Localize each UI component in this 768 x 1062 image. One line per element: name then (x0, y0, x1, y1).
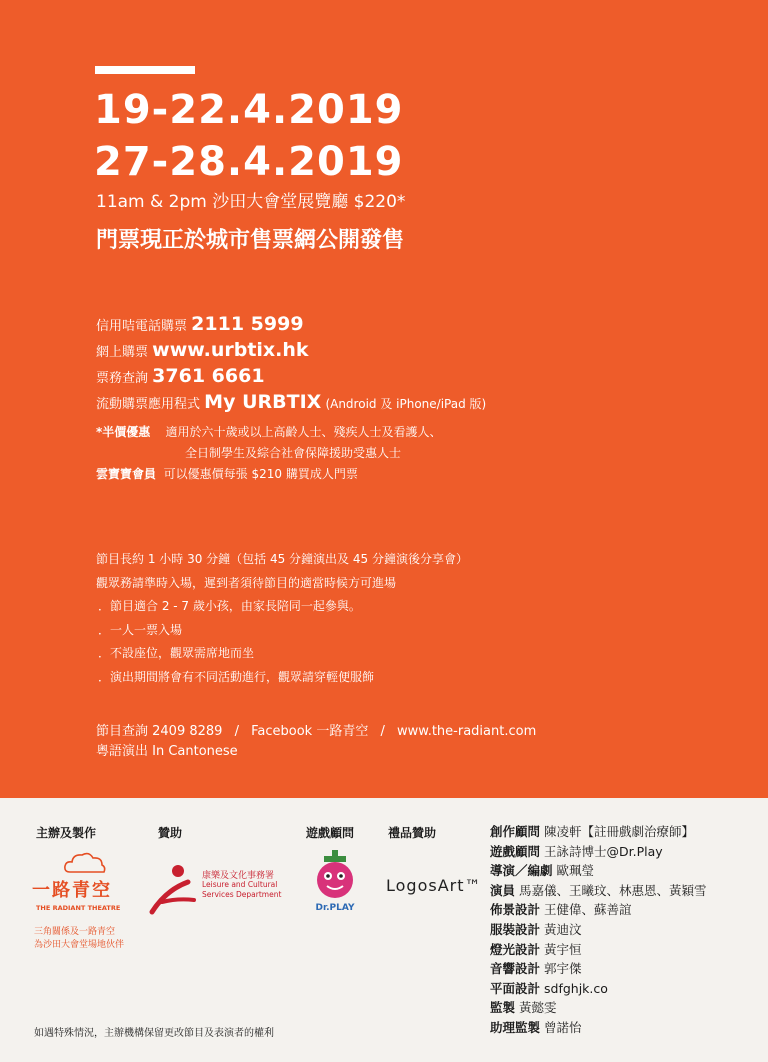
concession-label: *半價優惠 (96, 425, 151, 439)
credit-role: 佈景設計 (490, 902, 541, 918)
credit-name: 馬嘉儀、王曦玟、林惠恩、黃穎雪 (519, 882, 707, 898)
credit-name: 郭宇傑 (544, 961, 582, 977)
website-link[interactable]: www.the-radiant.com (397, 724, 537, 739)
venue-partner-line-2: 為沙田大會堂場地伙伴 (34, 940, 125, 950)
credit-name: 黃宇恒 (544, 941, 582, 957)
credit-role: 監製 (490, 1000, 516, 1016)
credit-role: 燈光設計 (490, 941, 541, 957)
mobile-app-label: 流動購票應用程式 (96, 397, 201, 412)
game-consultant-heading: 遊戲顧問 (306, 826, 355, 840)
drplay-mascot-icon (306, 846, 364, 922)
credit-name: 歐珮瑩 (556, 863, 595, 879)
note-item: ．不設座位，觀眾需席地而坐 (98, 646, 255, 660)
venue-partner-note (34, 926, 124, 952)
credit-role: 遊戲顧問 (490, 843, 541, 859)
cloud-icon (62, 850, 108, 876)
online-booking (96, 340, 309, 363)
concession-block (96, 422, 442, 485)
credit-role: 音響設計 (490, 961, 541, 977)
credits-list (490, 822, 707, 1038)
phone-booking-label: 信用咭電話購票 (96, 319, 188, 334)
facebook-link[interactable]: Facebook 一路青空 (251, 724, 369, 739)
radiant-name-cn: 一路青空 (32, 880, 112, 901)
organizer-heading: 主辦及製作 (36, 826, 97, 840)
credit-role: 服裝設計 (490, 921, 541, 937)
credit-row (490, 861, 707, 881)
credit-name: 王詠詩博士@Dr.Play (544, 843, 663, 859)
credit-name: sdfghjk.co (544, 980, 608, 996)
date-range-2: 27-28.4.2019 (94, 139, 404, 185)
time-venue-price: 11am & 2pm 沙田大會堂展覽廳 $220* (96, 192, 406, 212)
credit-row (490, 822, 707, 842)
credit-name: 黃懿雯 (519, 1000, 557, 1016)
lcsd-name-en-2: Services Department (202, 890, 282, 899)
credit-row (490, 881, 707, 901)
note-item: 節目長約 1 小時 30 分鐘（包括 45 分鐘演出及 45 分鐘演後分享會） (96, 552, 468, 566)
venue-partner-line-1: 三角關係及一路青空 (34, 927, 116, 937)
phone-booking-number: 2111 5999 (191, 313, 304, 335)
mobile-app-platforms: (Android 及 iPhone/iPad 版) (325, 397, 487, 411)
lcsd-name-cn: 康樂及文化事務署 (202, 871, 275, 881)
sale-notice: 門票現正於城市售票網公開發售 (96, 228, 405, 253)
mobile-app (96, 392, 486, 415)
header-bar-decoration (95, 66, 195, 74)
member-text: 可以優惠價每張 $210 購買成人門票 (163, 467, 358, 481)
concession-line-1: 適用於六十歲或以上高齡人士、殘疾人士及看護人、 (165, 425, 442, 439)
phone-booking (96, 314, 304, 337)
gift-sponsor-heading: 禮品贊助 (388, 826, 437, 840)
credit-role: 助理監製 (490, 1019, 541, 1035)
sponsor-heading: 贊助 (158, 826, 183, 840)
lcsd-name-en-1: Leisure and Cultural (202, 880, 278, 889)
lcsd-name-en (202, 880, 281, 900)
ticket-enquiry (96, 366, 265, 389)
ticket-enquiry-label: 票務查詢 (96, 371, 149, 386)
lcsd-runner-icon (148, 862, 200, 916)
date-range-1: 19-22.4.2019 (94, 87, 404, 133)
drplay-name: Dr.PLAY (315, 903, 355, 913)
logosart-logo: LogosArt™ (386, 876, 482, 895)
online-booking-url[interactable]: www.urbtix.hk (152, 339, 309, 361)
note-item: ．節目適合 2 - 7 歲小孩，由家長陪同一起參與。 (98, 599, 361, 613)
credit-row (490, 940, 707, 960)
note-item: ．一人一票入場 (98, 622, 183, 637)
programme-notes (96, 548, 468, 689)
credit-role: 導演／編劇 (490, 863, 553, 879)
sponsor-panel (0, 798, 768, 1062)
programme-enquiry: 節目查詢 2409 8289 (96, 724, 223, 739)
credit-row (490, 1018, 707, 1038)
lcsd-logo (148, 862, 288, 922)
mobile-app-name: My URBTIX (204, 391, 322, 413)
credit-name: 陳凌軒【註冊戲劇治療師】 (544, 824, 695, 839)
credit-role: 創作顧問 (490, 824, 541, 839)
note-item: ．演出期間將會有不同活動進行，觀眾請穿輕便服飾 (98, 669, 375, 684)
language-note: 粵語演出 In Cantonese (96, 744, 238, 759)
concession-line-2: 全日制學生及綜合社會保障援助受惠人士 (185, 446, 402, 460)
credit-name: 王健偉、蘇善誼 (544, 902, 632, 918)
credit-row (490, 979, 707, 999)
online-booking-label: 網上購票 (96, 345, 149, 360)
radiant-name-en: THE RADIANT THEATRE (36, 904, 121, 912)
ticket-enquiry-number: 3761 6661 (152, 365, 265, 387)
separator: / (234, 724, 239, 739)
credit-row (490, 900, 707, 920)
credit-name: 黃迪汶 (544, 921, 582, 937)
contact-block (96, 722, 536, 762)
credit-row (490, 959, 707, 979)
credit-role: 平面設計 (490, 980, 541, 996)
credit-role: 演員 (490, 882, 516, 898)
note-item: 觀眾務請準時入場，遲到者須待節目的適當時候方可進場 (96, 575, 397, 590)
member-label: 雲寶寶會員 (96, 467, 157, 481)
separator: / (380, 724, 385, 739)
disclaimer-footnote: 如遇特殊情況，主辦機構保留更改節目及表演者的權利 (34, 1028, 274, 1039)
credit-row (490, 998, 707, 1018)
credit-row (490, 920, 707, 940)
drplay-logo (306, 846, 364, 922)
credit-row (490, 842, 707, 862)
credit-name: 曾諾怡 (544, 1019, 582, 1035)
